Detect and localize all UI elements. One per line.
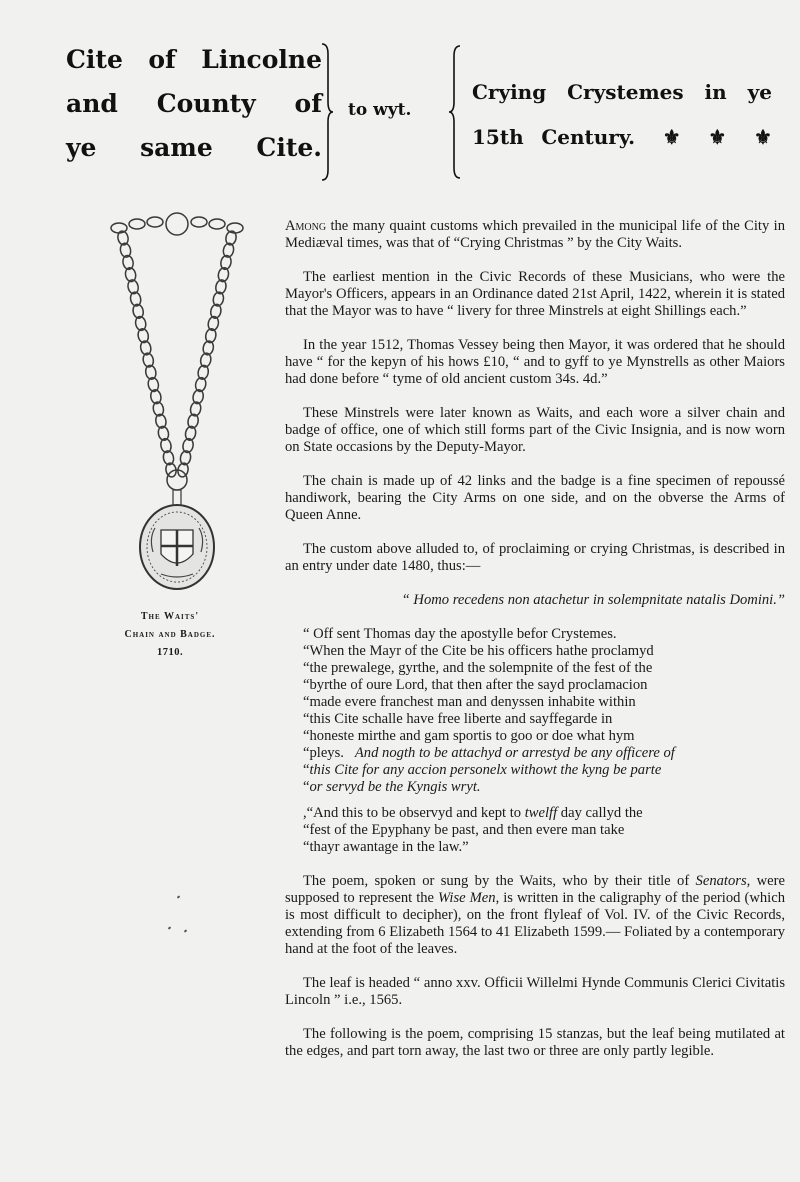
verse-line: “this Cite schalle have free liberte and sayffegarde in	[303, 711, 613, 727]
subtitle-line-2	[472, 115, 772, 160]
caption-line: The Waits'	[140, 611, 200, 622]
title-word: Cite.	[256, 133, 322, 162]
verse-block-2	[303, 805, 785, 856]
paragraph: The leaf is headed “ anno xxv. Officii Willelmi Hynde Communis Clerici Civitatis Lincoln ” i.e., 1565.	[285, 975, 785, 1008]
title-word: County	[156, 89, 256, 118]
verse-line: “honeste mirthe and gam sportis to goo or doe what hym	[303, 728, 635, 744]
italic-term: Senators	[695, 873, 747, 889]
italic-term: Wise Men	[438, 890, 496, 906]
title-word: ye	[66, 133, 97, 162]
paragraph	[285, 873, 785, 958]
ink-speck	[184, 929, 188, 932]
paragraph-text: the many quaint customs which prevailed in the municipal life of the City in Mediæval times, was that of “Crying Christmas ” by the City Waits.	[285, 218, 785, 251]
verse-line: “byrthe of oure Lord, that then after the sayd proclamacion	[303, 677, 648, 693]
verse-line	[303, 805, 785, 822]
title-word: and	[66, 89, 118, 118]
latin-quote: “ Homo recedens non atachetur in solempnitate natalis Domini.”	[401, 592, 785, 608]
verse-line: “the prewalege, gyrthe, and the solempnite of the fest of the	[303, 660, 653, 676]
badge-icon	[140, 490, 214, 589]
paragraph: The chain is made up of 42 links and the badge is a fine specimen of repoussé handiwork, bearing the City Arms on one side, and on the obverse the Arms of Queen Anne.	[285, 473, 785, 523]
paragraph	[285, 218, 785, 252]
title-line-1	[66, 38, 322, 82]
verse-text: day callyd the	[557, 805, 643, 821]
chain-ring	[167, 470, 187, 490]
paragraph: These Minstrels were later known as Waits, and each wore a silver chain and badge of office, one of which still forms part of the Civic Insignia, and is now worn on State occasions by the Deputy-Mayor.	[285, 405, 785, 455]
ink-speck	[168, 926, 172, 929]
title-left-block	[66, 38, 322, 170]
fleur-de-lis-icon: ⚜	[754, 125, 772, 149]
title-word: same	[140, 133, 213, 162]
paragraph: The earliest mention in the Civic Records of these Musicians, who were the Mayor's Officers, appears in an Ordinance dated 21st April, 1422, wherein it is stated that the Mayor was to have “ livery for three Minstrels at eight Shillings each.”	[285, 269, 785, 319]
verse-line	[303, 745, 785, 762]
verse-line: “or servyd be the Kyngis wryt.	[303, 779, 481, 795]
paragraph: The following is the poem, comprising 15 stanzas, but the leaf being mutilated at the edges, and part torn away, the last two or three are only partly legible.	[285, 1026, 785, 1059]
title-word: of	[148, 45, 176, 74]
subtitle-word: ye	[747, 80, 772, 104]
verse-italic: this Cite for any accion personelx withowt the kyng be parte	[309, 762, 662, 778]
paragraph-text: , is written in the caligraphy of the period (which is most difficult to decipher), on the front flyleaf of Vol. IV. of the Civic Records, extending from 6 Elizabeth 1564 to 41 Elizabeth 1599.— Foliated by a contemporary hand at the foot of the leaves.	[285, 890, 785, 957]
subtitle-word: in	[704, 80, 727, 104]
caption-year: 1710.	[156, 647, 184, 658]
verse-italic: twelff	[524, 805, 558, 821]
closing-brace-icon	[320, 42, 334, 182]
fleur-de-lis-icon: ⚜	[662, 125, 681, 149]
to-wyt-label: to wyt.	[348, 100, 412, 120]
title-word: Lincolne	[201, 45, 322, 74]
title-line-3	[66, 126, 322, 170]
caption-line: Chain and Badge.	[124, 629, 216, 640]
title-word: Cite	[66, 45, 123, 74]
title-right-block	[472, 70, 772, 160]
verse-line: “When the Mayr of the Cite be his officers hathe proclamyd	[303, 643, 654, 659]
chain-link	[191, 217, 207, 227]
verse-line: “this Cite for any accion personelx withowt the kyng be parte	[303, 762, 662, 778]
chain-and-badge-illustration	[105, 212, 255, 592]
fleur-de-lis-icon: ⚜	[708, 125, 727, 149]
ink-speck	[177, 895, 181, 898]
paragraph: The custom above alluded to, of proclaiming or crying Christmas, is described in an entry under date 1480, thus:—	[285, 541, 785, 574]
subtitle-word: 15th	[472, 125, 524, 149]
subtitle-word: Crying	[472, 80, 547, 104]
quoted-entry	[285, 626, 785, 856]
verse-italic: And nogth to be attachyd or arrestyd be any officere of	[354, 745, 675, 761]
verse-line: “fest of the Epyphany be past, and then evere man take	[303, 822, 625, 838]
chain-link	[129, 219, 145, 229]
title-line-2	[66, 82, 322, 126]
opening-brace-icon	[448, 44, 462, 180]
verse-line: “ Off sent Thomas day the apostylle befor Crystemes.	[303, 626, 617, 642]
title-word: of	[294, 89, 322, 118]
verse-text: “pleys.	[303, 745, 344, 761]
chain-link	[209, 219, 225, 229]
lead-word: Among	[285, 218, 327, 234]
verse-block-1	[303, 626, 785, 796]
chain-link	[147, 217, 163, 227]
verse-italic: or servyd be the Kyngis wryt.	[309, 779, 481, 795]
chain-ring	[166, 213, 188, 235]
verse-line: “made evere franchest man and denyssen inhabite within	[303, 694, 636, 710]
article-body	[285, 218, 785, 1077]
verse-line: “thayr awantage in the law.”	[303, 839, 469, 855]
paragraph-text: The poem, spoken or sung by the Waits, who by their title of	[303, 873, 696, 889]
subtitle-word: Crystemes	[567, 80, 684, 104]
subtitle-line-1	[472, 70, 772, 115]
verse-text: ,“And this to be observyd and kept to	[303, 805, 525, 821]
figure-caption	[80, 608, 260, 662]
subtitle-word: Century.	[541, 125, 636, 149]
paragraph: In the year 1512, Thomas Vessey being then Mayor, it was ordered that he should have “ for the kepyn of his hows £10, “ and to gyff to ye Mynstrells as other Maiors had done before “ tyme of old ancient custom 34s. 4d.”	[285, 337, 785, 387]
paragraph-text: , were supposed to represent the	[285, 873, 785, 906]
